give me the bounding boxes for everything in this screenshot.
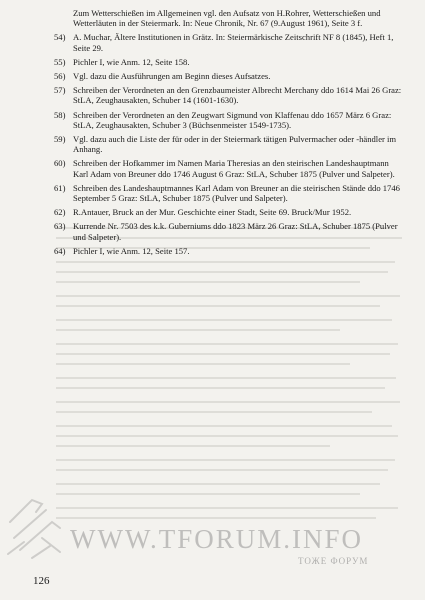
footnote (54, 32, 404, 52)
footnote (54, 134, 404, 154)
footnote (54, 57, 404, 67)
footnote-number: 59) (54, 134, 66, 145)
footnote-text: R.Antauer, Bruck an der Mur. Geschichte einer Stadt, Seite 69. Bruck/Mur 1952. (73, 207, 352, 218)
footnote-number: 57) (54, 85, 66, 96)
footnote (54, 221, 404, 241)
footnote-number: 64) (54, 245, 66, 256)
footnote-number: 55) (54, 56, 66, 67)
footnote-text: Schreiben der Hofkammer im Namen Maria Theresias an den steirischen Landeshauptmann Karl Adam von Breuner ddo 1746 August 6 Graz: StLA, Schuber 1875 (Pulver und Salpeter). (73, 158, 395, 179)
footnote-number: 63) (54, 221, 66, 232)
footnote-number: 62) (54, 207, 66, 218)
footnote (54, 158, 404, 178)
footnote (54, 110, 404, 130)
footnote-text: Pichler I, wie Anm. 12, Seite 157. (73, 245, 190, 256)
footnote-number: 56) (54, 71, 66, 82)
footnote-text: Schreiben der Verordneten an den Zeugwart Sigmund von Klaffenau ddo 1657 März 6 Graz: StLA, Zeughausakten, Schuber 3 (Büchsenmeister 1549-1735). (73, 109, 392, 130)
footnote (54, 246, 404, 256)
footnote-text: A. Muchar, Ältere Institutionen in Grätz. In: Steiermärkische Zeitschrift NF 8 (1845), Heft 1, Seite 29. (73, 32, 394, 53)
forum-logo-icon (2, 492, 68, 562)
footnote-number: 54) (54, 32, 66, 43)
watermark-url: WWW.TFORUM.INFO (70, 524, 363, 554)
footnote-text: Vgl. dazu auch die Liste der für oder in der Steiermark tätigen Pulvermacher oder -händler im Anhang. (73, 134, 397, 155)
footnote-number: 61) (54, 182, 66, 193)
footnote-text: Kurrende Nr. 7503 des k.k. Guberniums ddo 1823 März 26 Graz: StLA, Schuber 1875 (Pulver und Salpeter). (73, 221, 398, 242)
footnote-text: Schreiben der Verordneten an den Grenzbaumeister Albrecht Merchany ddo 1614 Mai 26 Graz: StLA, Zeughausakten, Schuber 14 (1601-1630). (73, 85, 402, 106)
footnote-list (54, 8, 404, 256)
footnote (54, 183, 404, 203)
footnote-text: Schreiben des Landeshauptmannes Karl Adam von Breuner an die steirischen Stände ddo 1746 September 5 Graz: StLA, Schuber 1875 (Pulver und Salpeter). (73, 182, 400, 204)
footnote-number: 60) (54, 158, 66, 169)
footnote (54, 207, 404, 217)
footnote (54, 8, 404, 28)
footnote (54, 71, 404, 81)
footnote-text: Zum Wetterschießen im Allgemeinen vgl. den Aufsatz von H.Rohrer, Wetterschießen und Wetterläuten in der Steiermark. In: Neue Chronik, Nr. 67 (9.August 1961), Seite 3 f. (73, 8, 381, 29)
footnote-number (54, 8, 73, 28)
page-number: 126 (33, 575, 50, 587)
watermark-subtitle: ТОЖЕ ФОРУМ (298, 556, 369, 566)
footnote-number: 58) (54, 109, 66, 120)
footnote-text: Pichler I, wie Anm. 12, Seite 158. (73, 56, 190, 67)
footnote-text: Vgl. dazu die Ausführungen am Beginn dieses Aufsatzes. (73, 71, 271, 82)
footnote (54, 85, 404, 105)
